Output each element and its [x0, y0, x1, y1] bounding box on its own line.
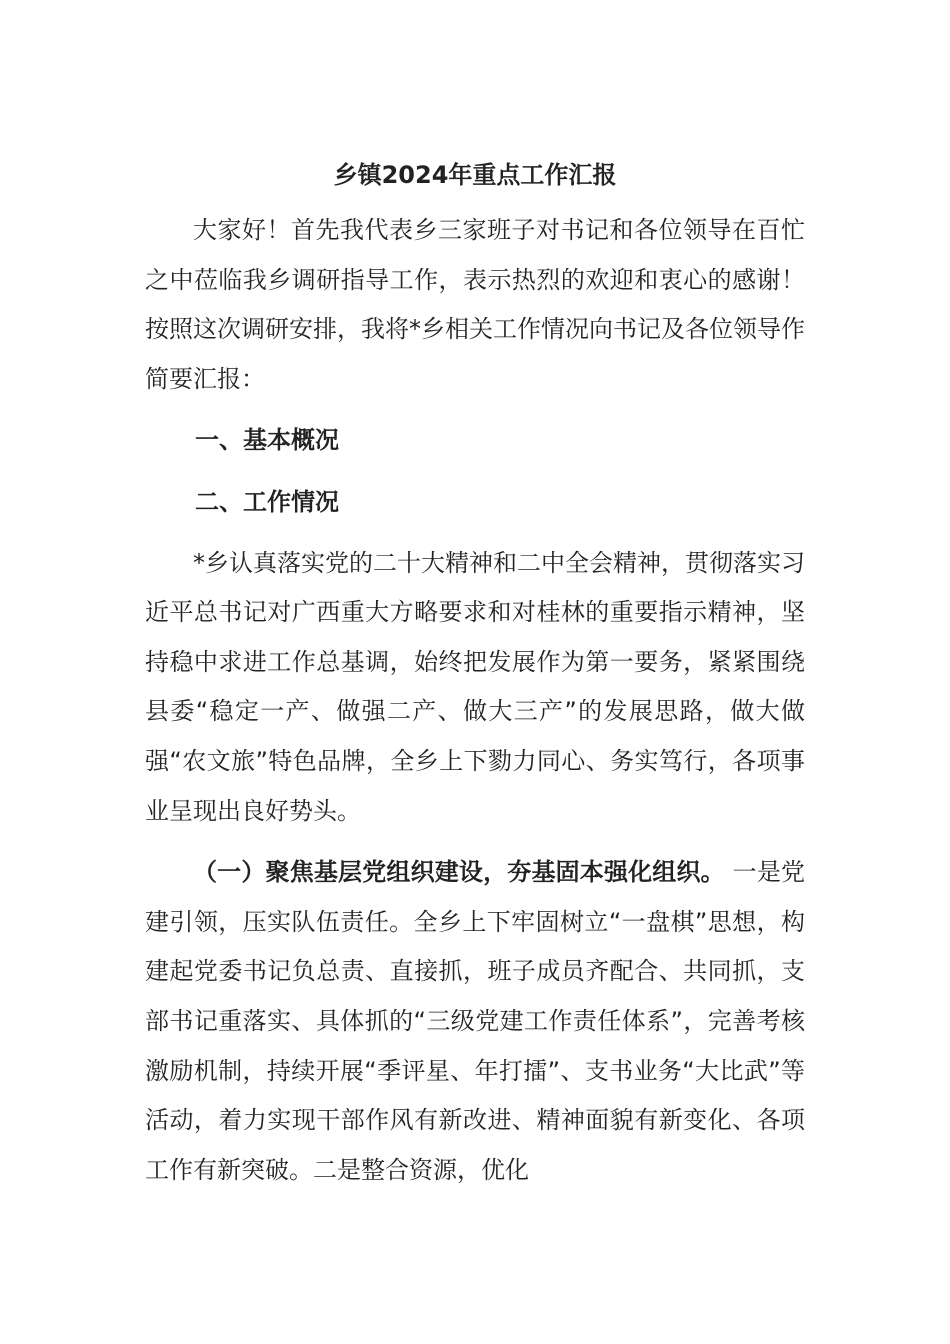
section-heading-work-status: 二、工作情况	[195, 487, 339, 516]
section-heading-basic-overview: 一、基本概况	[195, 426, 339, 455]
document-title: 乡镇2024年重点工作汇报	[333, 161, 617, 189]
intro-paragraph: 大家好！首先我代表乡三家班子对书记和各位领导在百忙之中莅临我乡调研指导工作，表示热烈的欢迎和衷心的感谢！按照这次调研安排，我将*乡相关工作情况向书记及各位领导作简要汇报：	[145, 216, 805, 393]
subsection-party-building-paragraph	[145, 848, 805, 1195]
work-status-paragraph: *乡认真落实党的二十大精神和二中全会精神，贯彻落实习近平总书记对广西重大方略要求和对桂林的重要指示精神，坚持稳中求进工作总基调，始终把发展作为第一要务，紧紧围绕县委“稳定一产、做强二产、做大三产”的发展思路，做大做强“农文旅”特色品牌，全乡上下勠力同心、务实笃行，各项事业呈现出良好势头。	[145, 548, 805, 825]
document-body	[145, 150, 805, 1195]
subsection-heading-party-building: （一）聚焦基层党组织建设，夯基固本强化组织。	[193, 858, 725, 887]
subsection-body-party-building: 一是党建引领，压实队伍责任。全乡上下牢固树立“一盘棋”思想，构建起党委书记负总责、直接抓，班子成员齐配合、共同抓，支部书记重落实、具体抓的“三级党建工作责任体系”，完善考核激励机制，持续开展“季评星、年打擂”、支书业务“大比武”等活动，着力实现干部作风有新改进、精神面貌有新变化、各项工作有新突破。二是整合资源，优化	[145, 858, 806, 1184]
